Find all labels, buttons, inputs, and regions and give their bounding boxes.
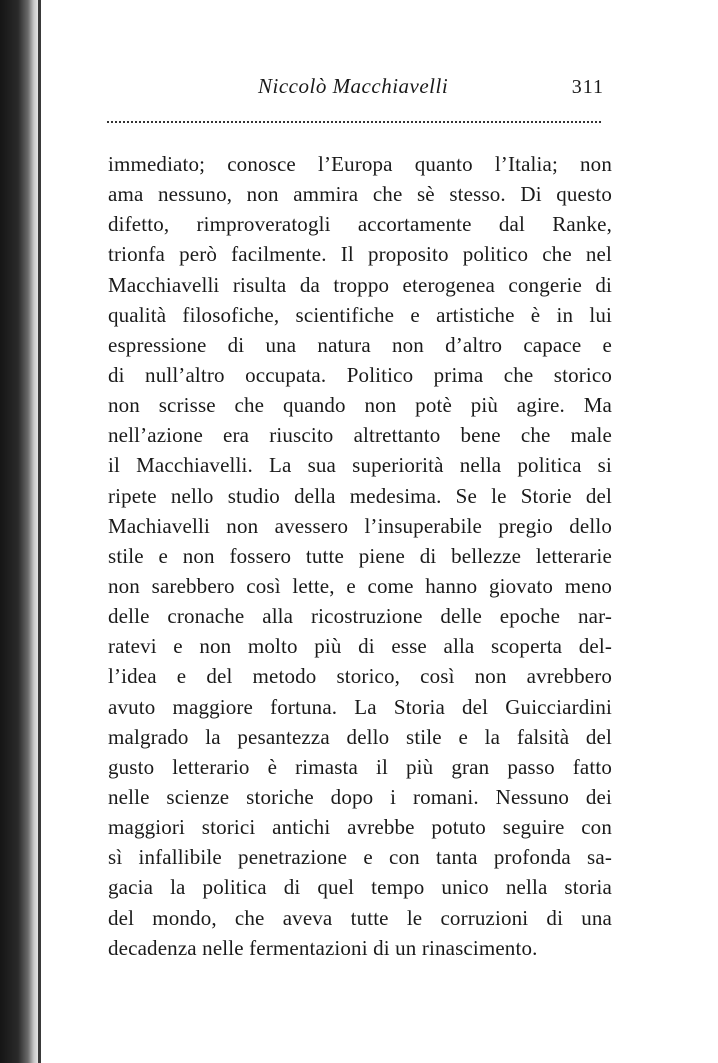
- text-line: delle cronache alla ricostruzione delle epoche nar-: [108, 604, 612, 629]
- text-line: gacia la politica di quel tempo unico nella storia: [108, 875, 612, 900]
- text-line: malgrado la pesantezza dello stile e la falsità del: [108, 724, 612, 749]
- text-line: ripete nello studio della medesima. Se le Storie del: [108, 483, 612, 508]
- text-line: il Macchiavelli. La sua superiorità nella politica si: [108, 453, 612, 478]
- text-line: ama nessuno, non ammira che sè stesso. Di questo: [108, 182, 612, 207]
- text-line: non sarebbero così lette, e come hanno giovato meno: [108, 573, 612, 598]
- text-line: stile e non fossero tutte piene di bellezze letterarie: [108, 543, 612, 568]
- text-line: immediato; conosce l’Europa quanto l’Italia; non: [108, 152, 612, 176]
- text-line: maggiori storici antichi avrebbe potuto seguire con: [108, 815, 612, 840]
- text-line: non scrisse che quando non potè più agire. Ma: [108, 393, 612, 418]
- text-line: espressione di una natura non d’altro capace e: [108, 332, 612, 357]
- text-line: qualità filosofiche, scientifiche e artistiche è in lui: [108, 302, 612, 327]
- running-title: Niccolò Macchiavelli: [258, 74, 449, 98]
- text-line: avuto maggiore fortuna. La Storia del Guicciardini: [108, 694, 612, 719]
- text-line: decadenza nelle fermentazioni di un rinascimento.: [108, 935, 538, 960]
- page-number: 311: [571, 76, 604, 98]
- text-line: ratevi e non molto più di esse alla scoperta del-: [108, 634, 612, 659]
- running-head: [106, 72, 604, 106]
- binding-shadow: [0, 0, 40, 1063]
- header-rule: [107, 121, 601, 123]
- text-line: l’idea e del metodo storico, così non avrebbero: [108, 664, 612, 689]
- text-line: gusto letterario è rimasta il più gran passo fatto: [108, 754, 612, 779]
- text-line: nell’azione era riuscito altrettanto bene che male: [108, 423, 612, 448]
- text-line: del mondo, che aveva tutte le corruzioni di una: [108, 905, 612, 930]
- text-line: difetto, rimproveratogli accortamente dal Ranke,: [108, 212, 612, 237]
- binding-edge: [38, 0, 41, 1063]
- text-line: sì infallibile penetrazione e con tanta profonda sa-: [108, 845, 612, 870]
- text-line: trionfa però facilmente. Il proposito politico che nel: [108, 242, 612, 267]
- text-line: nelle scienze storiche dopo i romani. Nessuno dei: [108, 784, 612, 809]
- body-text: [108, 149, 612, 963]
- text-line: di null’altro occupata. Politico prima che storico: [108, 362, 612, 387]
- text-line: Machiavelli non avessero l’insuperabile pregio dello: [108, 513, 612, 538]
- text-line: Macchiavelli risulta da troppo eterogenea congerie di: [108, 272, 612, 297]
